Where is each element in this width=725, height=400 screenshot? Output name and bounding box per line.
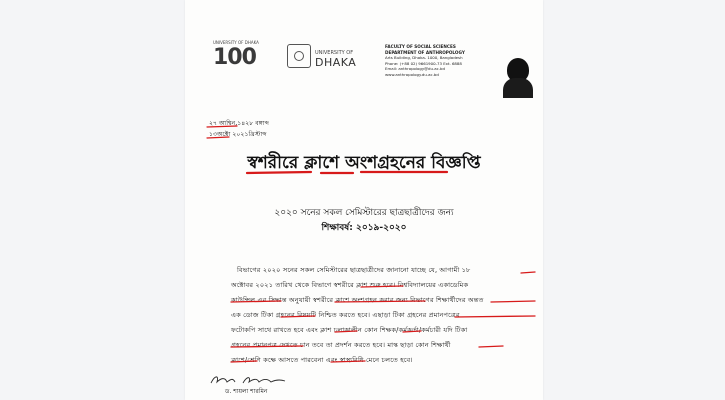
- date-bangla: ২৭ আশ্বিন,১৪২৮ বঙ্গাব্দ: [209, 120, 269, 127]
- body-line: ক্লাশে/শ্রেণি কক্ষে আসতে পারবেনা এবং স্বাস্থ্যবিধি মেনে চলতে হবে।: [231, 356, 413, 364]
- title-underline: [247, 172, 311, 173]
- du-centenary-logo: UNIVERSITY OF DHAKA 100: [213, 40, 263, 70]
- notice-subtitle: ২০২০ সনের সকল সেমিস্টারের ছাত্রছাত্রীদের জন্য: [274, 208, 454, 218]
- signatory-name: ড. শায়লা শারমিন: [225, 388, 268, 395]
- centenary-number: 100: [213, 45, 256, 70]
- body-underline: [231, 346, 503, 347]
- body-underline: [231, 301, 425, 302]
- notice-document: [185, 0, 543, 400]
- body-underline: [361, 286, 403, 287]
- body-underline: [281, 316, 535, 317]
- body-underline: [521, 272, 535, 273]
- department-address: FACULTY OF SOCIAL SCIENCES DEPARTMENT OF ANTHROPOLOGY Arts Building, Dhaka- 1000, Bangladesh Phone: (+88 02) 9661900-73 Ext. 6888 Email: anthropology@du.ac.bd www.anthropology.du.ac.bd: [385, 44, 465, 77]
- du-wordmark: UNIVERSITY OF DHAKA: [315, 50, 357, 69]
- body-underline: [491, 301, 535, 302]
- date-underline: [207, 126, 237, 127]
- red-underline-annotations: [185, 0, 543, 400]
- date-gregorian: ১৩অক্টো ২০২১খ্রিস্টাব্দ: [209, 131, 267, 138]
- body-underline: [335, 331, 421, 332]
- body-line: বিভাগের ২০২০ সনের সকল সেমিস্টারের ছাত্রছাত্রীদের জানানো যাচ্ছে যে, আগামী ১৮: [237, 266, 471, 274]
- left-margin: [0, 0, 185, 400]
- body-line: কাউন্সিল এর সিদ্ধান্ত অনুযায়ী স্বশরীরে ক্লাশে অংশগ্রহন করার জন্য বিভাগের শিক্ষার্থীদের অন্তত: [231, 296, 484, 304]
- body-underline: [231, 361, 365, 362]
- body-line: অক্টোবর ২০২১ তারিখ থেকে বিভাগে স্বশরীরে ক্লাশ শুরু হবে। বিশ্ববিদ্যালয়ের একাডেমিক: [231, 281, 469, 289]
- date-underline: [207, 137, 229, 138]
- handwritten-signature: [209, 373, 289, 387]
- notice-title: স্বশরীরে ক্লাশে অংশগ্রহনের বিজ্ঞপ্তি: [247, 153, 481, 173]
- right-margin: [543, 0, 725, 400]
- body-line: গ্রহনের প্রমানপত্র দেখতে চান তবে তা প্রদর্শন করতে হবে। মাস্ক ছাড়া কোন শিক্ষার্থী: [231, 341, 451, 349]
- academic-session: শিক্ষাবর্ষ: ২০১৯-২০২০: [321, 223, 407, 233]
- body-line: ফটোকপি সাথে রাখতে হবে এবং ক্লাশ চলাকালীন কোন শিক্ষক/কর্মকর্তা/কর্মচারী যদি টিকা: [231, 326, 468, 334]
- body-line: এক ডোজ টিকা গ্রহনের বিষয়টি নিশ্চিত করতে হবে। এছাড়া টিকা গ্রহনের প্রমানপত্রের: [231, 311, 460, 319]
